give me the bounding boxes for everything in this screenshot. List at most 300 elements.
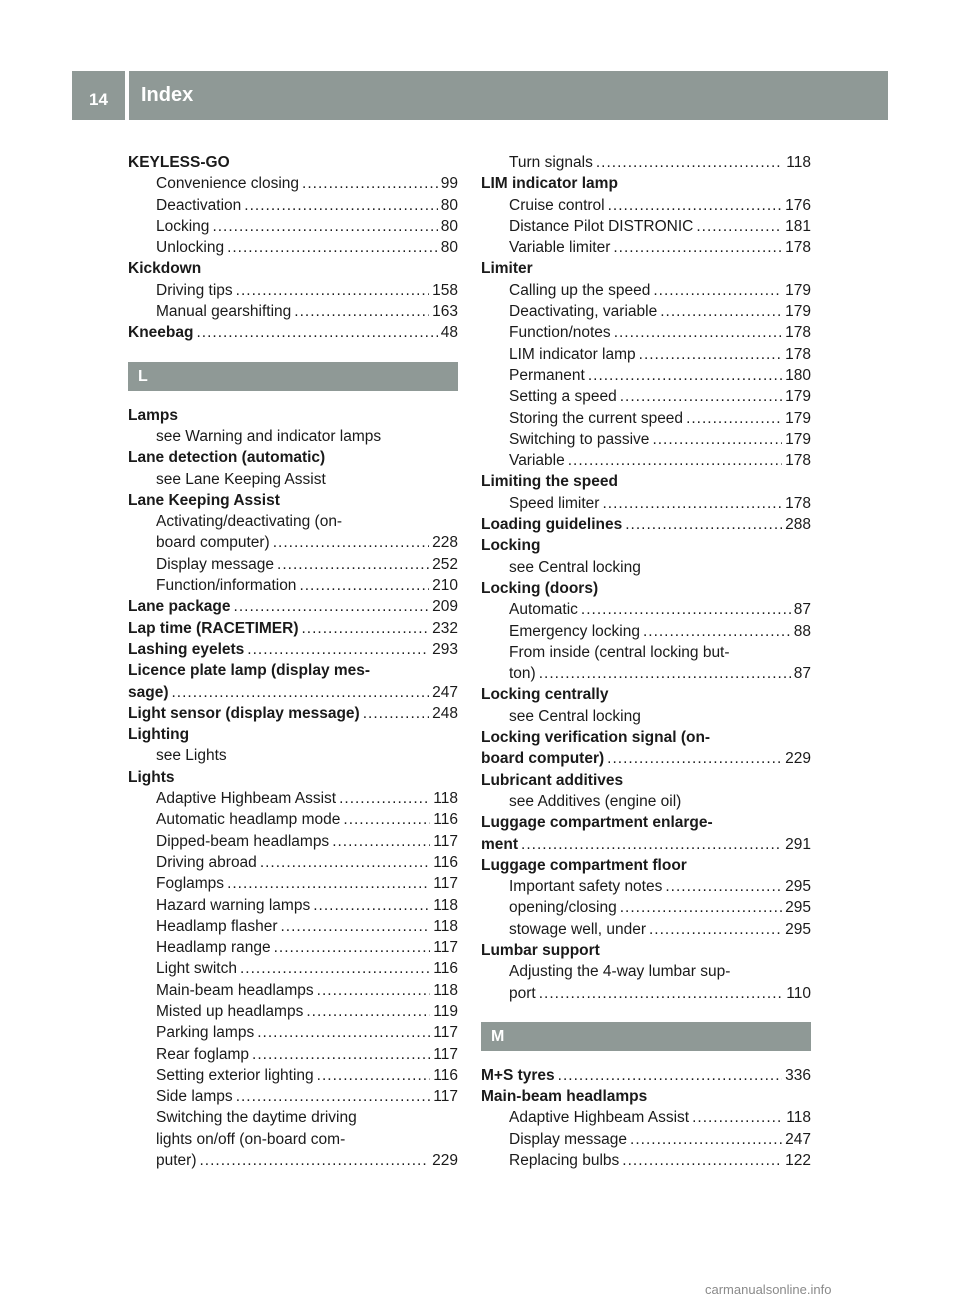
leader-dots	[596, 152, 783, 173]
index-subentry	[481, 706, 811, 727]
index-subentry	[128, 195, 458, 216]
leader-dots	[608, 195, 783, 216]
leader-dots	[607, 748, 782, 769]
index-column-left	[128, 152, 458, 1171]
index-subentry	[128, 852, 458, 873]
leader-dots	[622, 1150, 782, 1171]
page-number: 14	[89, 89, 108, 109]
entry-label: Lamps	[128, 406, 178, 424]
page-reference: 116	[433, 960, 458, 978]
entry-label: Cruise control	[509, 196, 605, 214]
index-entry	[481, 770, 811, 791]
page-reference: 117	[433, 939, 458, 957]
leader-dots	[313, 895, 430, 916]
page-reference: 163	[432, 303, 458, 321]
index-entry	[128, 660, 458, 681]
entry-label: see Warning and indicator lamps	[156, 427, 382, 445]
index-subentry	[128, 1107, 458, 1128]
index-entry	[481, 258, 811, 279]
entry-label: LIM indicator lamp	[481, 175, 618, 193]
index-entry	[481, 748, 811, 769]
leader-dots	[343, 809, 430, 830]
leader-dots	[236, 1086, 431, 1107]
leader-dots	[639, 344, 782, 365]
page-reference: 247	[785, 1130, 811, 1148]
index-entry	[128, 682, 458, 703]
entry-label: Kickdown	[128, 260, 202, 278]
entry-label: Manual gearshifting	[156, 303, 292, 321]
letter-heading: L	[128, 362, 458, 391]
page-reference: 99	[440, 175, 458, 193]
index-subentry	[481, 386, 811, 407]
page-reference: 291	[785, 835, 811, 853]
entry-label: Setting a speed	[509, 388, 617, 406]
index-entry	[481, 1086, 811, 1107]
index-entry	[128, 322, 458, 343]
entry-label: Main-beam headlamps	[481, 1088, 648, 1106]
entry-label: Lap time (RACETIMER)	[128, 619, 299, 637]
leader-dots	[212, 216, 437, 237]
entry-label: Locking centrally	[481, 686, 609, 704]
index-subentry	[128, 511, 458, 532]
entry-label: Unlocking	[156, 239, 225, 257]
entry-label: KEYLESS-GO	[128, 154, 230, 171]
entry-label: Speed limiter	[509, 494, 600, 512]
leader-dots	[696, 216, 782, 237]
entry-label: Driving tips	[156, 281, 233, 299]
entry-label: Variable	[509, 452, 565, 470]
index-subentry	[481, 493, 811, 514]
index-entry	[481, 940, 811, 961]
page-reference: 117	[433, 1024, 458, 1042]
index-subentry	[481, 152, 811, 173]
leader-dots	[568, 450, 782, 471]
entry-label: Main-beam headlamps	[156, 981, 314, 999]
entry-label: Important safety notes	[509, 878, 663, 896]
entry-label: Display message	[156, 555, 275, 573]
page-reference: 295	[785, 899, 811, 917]
leader-dots	[172, 682, 430, 703]
leader-dots	[620, 386, 782, 407]
index-entry	[481, 514, 811, 535]
page-reference: 180	[785, 366, 811, 384]
leader-dots	[625, 514, 782, 535]
entry-label: Automatic	[509, 601, 578, 619]
entry-label: LIM indicator lamp	[509, 345, 636, 363]
entry-label: Replacing bulbs	[509, 1152, 620, 1170]
index-subentry	[481, 663, 811, 684]
index-subentry	[481, 876, 811, 897]
index-subentry	[128, 237, 458, 258]
entry-label: port	[509, 984, 536, 1002]
entry-label: Dipped-beam headlamps	[156, 832, 330, 850]
index-subentry	[481, 344, 811, 365]
page-reference: 119	[433, 1002, 458, 1020]
entry-label: Lubricant additives	[481, 771, 624, 789]
entry-label: Adjusting the 4-way lumbar sup-	[509, 963, 731, 981]
leader-dots	[581, 599, 791, 620]
entry-label: Side lamps	[156, 1088, 233, 1106]
page-reference: 247	[432, 683, 458, 701]
entry-label: Headlamp flasher	[156, 917, 278, 935]
index-subentry	[128, 280, 458, 301]
leader-dots	[257, 1022, 430, 1043]
leader-dots	[620, 897, 782, 918]
index-subentry	[128, 745, 458, 766]
leader-dots	[302, 173, 438, 194]
page-reference: 110	[786, 984, 811, 1002]
entry-label: Variable limiter	[509, 239, 611, 257]
leader-dots	[686, 408, 782, 429]
page-reference: 295	[785, 878, 811, 896]
entry-label: Driving abroad	[156, 853, 257, 871]
entry-label: Automatic headlamp mode	[156, 811, 341, 829]
page-reference: 229	[432, 1152, 458, 1170]
entry-label: Luggage compartment floor	[481, 856, 687, 874]
index-subentry	[481, 919, 811, 940]
page-reference: 229	[785, 750, 811, 768]
page-reference: 179	[785, 430, 811, 448]
index-subentry	[481, 216, 811, 237]
entry-label: Parking lamps	[156, 1024, 255, 1042]
leader-dots	[236, 280, 429, 301]
entry-label: puter)	[156, 1152, 197, 1170]
leader-dots	[692, 1107, 783, 1128]
entry-label: Luggage compartment enlarge-	[481, 814, 713, 832]
index-subentry	[481, 1107, 811, 1128]
leader-dots	[244, 195, 437, 216]
index-subentry	[481, 408, 811, 429]
index-subentry	[481, 983, 811, 1004]
leader-dots	[653, 280, 782, 301]
leader-dots	[602, 493, 782, 514]
leader-dots	[252, 1044, 430, 1065]
page-reference: 80	[440, 196, 458, 214]
leader-dots	[630, 1129, 782, 1150]
entry-label: Locking	[481, 537, 541, 555]
entry-label: see Additives (engine oil)	[509, 792, 682, 810]
entry-label: M+S tyres	[481, 1066, 555, 1084]
page-reference: 117	[433, 1045, 458, 1063]
entry-label: lights on/off (on-board com-	[156, 1130, 346, 1148]
leader-dots	[277, 554, 429, 575]
index-entry	[128, 767, 458, 788]
index-subentry	[128, 916, 458, 937]
entry-label: see Lane Keeping Assist	[156, 470, 326, 488]
index-subentry	[128, 532, 458, 553]
index-entry	[481, 1065, 811, 1086]
entry-label: Lashing eyelets	[128, 640, 245, 658]
leader-dots	[306, 1001, 430, 1022]
page-reference: 118	[786, 154, 811, 171]
page-reference: 232	[432, 619, 458, 637]
page-reference: 248	[432, 704, 458, 722]
leader-dots	[302, 618, 430, 639]
index-subentry	[128, 426, 458, 447]
index-subentry	[481, 1150, 811, 1171]
page-reference: 122	[785, 1152, 811, 1170]
index-entry	[128, 405, 458, 426]
leader-dots	[196, 322, 437, 343]
page-reference: 158	[432, 281, 458, 299]
entry-label: Adaptive Highbeam Assist	[156, 790, 337, 808]
index-entry	[481, 727, 811, 748]
index-subentry	[128, 958, 458, 979]
page-reference: 210	[432, 577, 458, 595]
page-reference: 118	[433, 917, 458, 935]
page-reference: 336	[785, 1066, 811, 1084]
page-reference: 178	[785, 494, 811, 512]
watermark: carmanualsonline.info	[705, 1282, 832, 1297]
page-reference: 178	[785, 452, 811, 470]
leader-dots	[317, 1065, 431, 1086]
index-entry	[481, 855, 811, 876]
entry-label: Locking (doors)	[481, 579, 599, 597]
leader-dots	[363, 703, 429, 724]
section-title: Index	[141, 84, 194, 106]
entry-label: Activating/deactivating (on-	[156, 513, 343, 531]
page-reference: 179	[785, 281, 811, 299]
page-reference: 295	[785, 920, 811, 938]
entry-label: Lane detection (automatic)	[128, 449, 326, 467]
index-subentry	[128, 554, 458, 575]
entry-label: see Lights	[156, 747, 227, 765]
index-entry	[481, 173, 811, 194]
entry-label: board computer)	[156, 534, 270, 552]
index-subentry	[128, 1044, 458, 1065]
leader-dots	[227, 237, 438, 258]
entry-label: ment	[481, 835, 519, 853]
leader-dots	[613, 237, 782, 258]
page-reference: 178	[785, 345, 811, 363]
index-entry	[481, 684, 811, 705]
entry-label: Headlamp range	[156, 939, 271, 957]
entry-label: Setting exterior lighting	[156, 1066, 314, 1084]
page-reference: 252	[432, 555, 458, 573]
index-entry	[128, 447, 458, 468]
leader-dots	[240, 958, 430, 979]
leader-dots	[227, 873, 430, 894]
entry-label: Switching to passive	[509, 430, 650, 448]
index-subentry	[128, 809, 458, 830]
index-subentry	[481, 450, 811, 471]
index-subentry	[128, 980, 458, 1001]
leader-dots	[660, 301, 782, 322]
index-subentry	[481, 599, 811, 620]
leader-dots	[299, 575, 429, 596]
entry-label: Deactivation	[156, 196, 242, 214]
entry-label: see Central locking	[509, 707, 641, 725]
index-entry	[128, 596, 458, 617]
page-reference: 178	[785, 239, 811, 257]
index-subentry	[481, 280, 811, 301]
page-reference: 181	[785, 217, 811, 235]
index-subentry	[481, 429, 811, 450]
page-reference: 118	[433, 790, 458, 808]
entry-label: sage)	[128, 683, 169, 701]
entry-label: Light sensor (display message)	[128, 704, 360, 722]
entry-label: Display message	[509, 1130, 628, 1148]
page-reference: 176	[785, 196, 811, 214]
index-subentry	[481, 237, 811, 258]
entry-label: Function/notes	[509, 324, 611, 342]
entry-label: Licence plate lamp (display mes-	[128, 662, 371, 680]
page-reference: 118	[433, 896, 458, 914]
page-reference: 178	[785, 324, 811, 342]
entry-label: Locking verification signal (on-	[481, 729, 711, 747]
index-subentry	[128, 1001, 458, 1022]
index-subentry	[128, 1150, 458, 1171]
entry-label: ton)	[509, 665, 536, 683]
entry-label: Function/information	[156, 577, 297, 595]
index-subentry	[128, 1065, 458, 1086]
index-subentry	[128, 1086, 458, 1107]
entry-label: Lane Keeping Assist	[128, 491, 280, 509]
index-entry	[481, 535, 811, 556]
page-reference: 228	[432, 534, 458, 552]
leader-dots	[200, 1150, 430, 1171]
leader-dots	[521, 834, 782, 855]
entry-label: Calling up the speed	[509, 281, 651, 299]
entry-label: Locking	[156, 217, 210, 235]
entry-label: Hazard warning lamps	[156, 896, 311, 914]
index-subentry	[128, 301, 458, 322]
index-entry	[481, 578, 811, 599]
index-subentry	[481, 642, 811, 663]
page-reference: 179	[785, 303, 811, 321]
page-reference: 116	[433, 1066, 458, 1084]
leader-dots	[274, 937, 431, 958]
page-reference: 116	[433, 811, 458, 829]
leader-dots	[643, 621, 791, 642]
index-subentry	[128, 216, 458, 237]
entry-label: Light switch	[156, 960, 237, 978]
leader-dots	[665, 876, 782, 897]
leader-dots	[558, 1065, 782, 1086]
index-subentry	[128, 1022, 458, 1043]
entry-label: Limiter	[481, 260, 533, 278]
entry-label: opening/closing	[509, 899, 617, 917]
index-entry	[128, 703, 458, 724]
page-reference: 209	[432, 598, 458, 616]
entry-label: Kneebag	[128, 324, 194, 342]
page-reference: 117	[433, 1088, 458, 1106]
entry-label: Distance Pilot DISTRONIC	[509, 217, 694, 235]
entry-label: Storing the current speed	[509, 409, 684, 427]
entry-label: Convenience closing	[156, 175, 300, 193]
page-reference: 80	[440, 217, 458, 235]
leader-dots	[234, 596, 430, 617]
entry-label: see Central locking	[509, 558, 641, 576]
letter-heading: M	[481, 1022, 811, 1051]
entry-label: Limiting the speed	[481, 473, 618, 491]
entry-label: Foglamps	[156, 875, 225, 893]
index-subentry	[481, 557, 811, 578]
index-entry	[128, 724, 458, 745]
index-subentry	[128, 1129, 458, 1150]
leader-dots	[260, 852, 430, 873]
index-subentry	[481, 961, 811, 982]
page-reference: 118	[786, 1109, 811, 1127]
index-subentry	[128, 873, 458, 894]
leader-dots	[247, 639, 429, 660]
header-divider	[125, 71, 129, 120]
leader-dots	[280, 916, 430, 937]
entry-label: Lights	[128, 768, 175, 786]
page-reference: 117	[433, 875, 458, 893]
index-subentry	[128, 895, 458, 916]
entry-label: board computer)	[481, 750, 605, 768]
leader-dots	[614, 322, 782, 343]
entry-label: Emergency locking	[509, 622, 640, 640]
index-subentry	[128, 788, 458, 809]
index-entry	[481, 812, 811, 833]
leader-dots	[539, 663, 791, 684]
entry-label: Lighting	[128, 726, 190, 744]
index-subentry	[128, 937, 458, 958]
page-reference: 87	[793, 601, 811, 619]
index-subentry	[481, 365, 811, 386]
index-entry	[128, 618, 458, 639]
page-reference: 179	[785, 409, 811, 427]
index-column-right	[481, 152, 811, 1171]
index-entry	[128, 639, 458, 660]
entry-label: Deactivating, variable	[509, 303, 658, 321]
index-subentry	[128, 575, 458, 596]
entry-label: Switching the daytime driving	[156, 1109, 357, 1127]
leader-dots	[339, 788, 430, 809]
page-reference: 87	[793, 665, 811, 683]
leader-dots	[317, 980, 431, 1001]
page-reference: 293	[432, 640, 458, 658]
leader-dots	[539, 983, 784, 1004]
index-subentry	[481, 195, 811, 216]
index-entry	[481, 471, 811, 492]
entry-label: Adaptive Highbeam Assist	[509, 1109, 690, 1127]
page-reference: 179	[785, 388, 811, 406]
leader-dots	[332, 831, 430, 852]
page-reference: 48	[440, 324, 458, 342]
entry-label: stowage well, under	[509, 920, 646, 938]
entry-label: Turn signals	[509, 154, 593, 171]
index-subentry	[128, 469, 458, 490]
entry-label: Lumbar support	[481, 941, 600, 959]
leader-dots	[588, 365, 782, 386]
entry-label: Lane package	[128, 598, 231, 616]
index-subentry	[481, 897, 811, 918]
index-entry	[128, 490, 458, 511]
index-subentry	[128, 831, 458, 852]
index-subentry	[481, 1129, 811, 1150]
leader-dots	[294, 301, 429, 322]
index-subentry	[481, 301, 811, 322]
index-subentry	[481, 791, 811, 812]
entry-label: Misted up headlamps	[156, 1002, 304, 1020]
entry-label: Rear foglamp	[156, 1045, 250, 1063]
leader-dots	[273, 532, 429, 553]
index-entry	[481, 834, 811, 855]
page-reference: 288	[785, 516, 811, 534]
page-reference: 117	[433, 832, 458, 850]
index-entry	[128, 258, 458, 279]
leader-dots	[652, 429, 782, 450]
page-header	[72, 71, 888, 120]
index-subentry	[128, 173, 458, 194]
page-reference: 118	[433, 981, 458, 999]
index-entry	[128, 152, 458, 173]
index-subentry	[481, 322, 811, 343]
page-reference: 88	[793, 622, 811, 640]
